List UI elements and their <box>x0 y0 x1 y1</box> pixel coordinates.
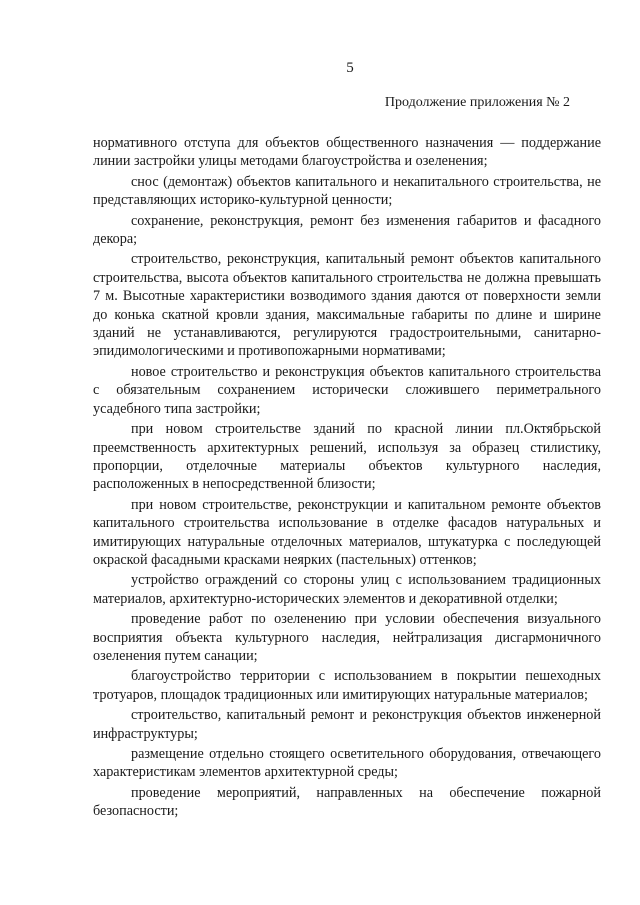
paragraph: новое строительство и реконструкция объектов капитального строительства с обязательным сохранением исторически сложившего периметрального усадебного типа застройки; <box>93 363 601 417</box>
paragraph: при новом строительстве, реконструкции и капитальном ремонте объектов капитального строительства использование в отделке фасадов натуральных и имитирующих натуральные отделочных материалов, штукатурка с последующей окраской фасадными красками неярких (пастельных) оттенков; <box>93 496 601 568</box>
paragraph: благоустройство территории с использованием в покрытии пешеходных тротуаров, площадок традиционных или имитирующих натуральные материалов; <box>93 668 601 703</box>
paragraph: при новом строительстве зданий по красной линии пл.Октябрьской преемственность архитектурных решений, используя за образец стилистику, пропорции, отделочные материалы объектов культурного наследия, расположенных в непосредственной близости; <box>93 421 601 493</box>
document-body <box>93 134 601 823</box>
paragraph: проведение мероприятий, направленных на обеспечение пожарной безопасности; <box>93 784 601 820</box>
paragraph: проведение работ по озеленению при условии обеспечения визуального восприятия объекта культурного наследия, нейтрализация дисгармоничного озеленения путем санации; <box>93 611 601 664</box>
paragraph: снос (демонтаж) объектов капитального и некапитального строительства, не представляющих историко-культурной ценности; <box>93 173 601 209</box>
paragraph: размещение отдельно стоящего осветительного оборудования, отвечающего характеристикам элементов архитектурной среды; <box>93 746 601 781</box>
paragraph: строительство, капитальный ремонт и реконструкция объектов инженерной инфраструктуры; <box>93 707 601 742</box>
appendix-continuation-note: Продолжение приложения № 2 <box>384 95 570 110</box>
paragraph: сохранение, реконструкция, ремонт без изменения габаритов и фасадного декора; <box>93 212 601 248</box>
page-number: 5 <box>346 60 354 76</box>
paragraph: строительство, реконструкция, капитальный ремонт объектов капитального строительства, высота объектов капитального строительства не должна превышать 7 м. Высотные характеристики возводимого здания даются от поверхности земли до конька скатной кровли здания, максимальные габариты по длине и ширине зданий не устанавливаются, регулируются градостроительными, санитарно-эпидимологическими и противопожарными нормативами; <box>93 251 601 360</box>
paragraph: нормативного отступа для объектов общественного назначения — поддержание линии застройки улицы методами благоустройства и озеленения; <box>93 135 601 170</box>
paragraph: устройство ограждений со стороны улиц с использованием традиционных материалов, архитектурно-исторических элементов и декоративной отделки; <box>93 572 601 607</box>
